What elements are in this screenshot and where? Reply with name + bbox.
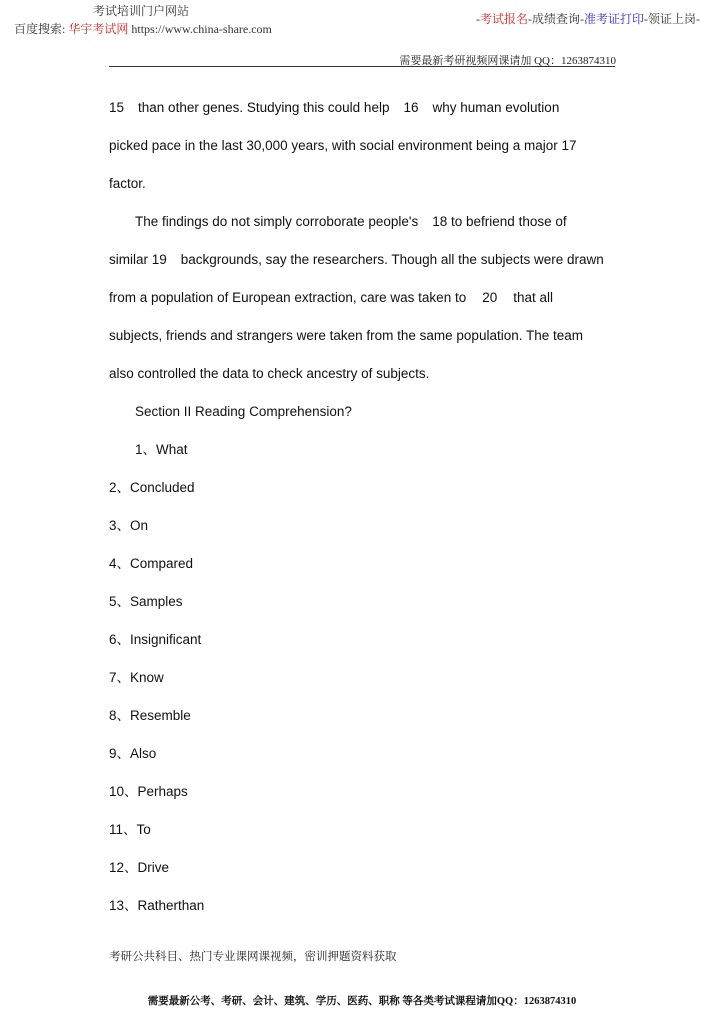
header-site-name: 考试培训门户网站 bbox=[93, 4, 190, 18]
header-divider bbox=[109, 66, 615, 67]
text-run: 18 to befriend those of bbox=[432, 214, 567, 229]
answer-item: 4、Compared bbox=[109, 556, 194, 571]
answer-item: 9、Also bbox=[109, 746, 157, 761]
header-notice: 需要最新考研视频网课请加 QQ：1263874310 bbox=[399, 55, 616, 67]
header-search-line bbox=[14, 20, 272, 37]
answer-item: 1、What bbox=[135, 442, 188, 457]
answer-item: 5、Samples bbox=[109, 594, 183, 609]
text-run: than other genes. Studying this could help bbox=[138, 100, 390, 115]
text-run: why human evolution bbox=[432, 100, 560, 115]
answer-item: 8、Resemble bbox=[109, 708, 191, 723]
paragraph-line bbox=[109, 96, 615, 134]
answer-item: 3、On bbox=[109, 518, 149, 533]
answer-item: 12、Drive bbox=[109, 860, 170, 875]
answer-item: 7、Know bbox=[109, 670, 164, 685]
certificate-link[interactable]: 领证上岗 bbox=[647, 12, 696, 26]
admission-link[interactable]: 准考证打印 bbox=[583, 12, 644, 26]
answer-item: 10、Perhaps bbox=[109, 784, 188, 799]
answer-item: 6、Insignificant bbox=[109, 632, 202, 647]
paragraph-line: subjects, friends and strangers were taken from the same population. The team bbox=[109, 328, 584, 343]
site-url-link[interactable]: https://www.china-share.com bbox=[131, 22, 272, 36]
footer-note: 考研公共科目、热门专业课网课视频，密训押题资料获取 bbox=[109, 951, 397, 963]
answer-item: 11、To bbox=[109, 822, 151, 837]
link-separator: - bbox=[579, 12, 584, 26]
header-links bbox=[476, 10, 700, 27]
answer-item: 2、Concluded bbox=[109, 480, 195, 495]
link-separator: - bbox=[527, 12, 532, 26]
blank-number: 15 bbox=[109, 100, 125, 115]
paragraph-line bbox=[109, 210, 615, 248]
search-label: 百度搜索: bbox=[14, 22, 66, 36]
paragraph-line: picked pace in the last 30,000 years, with social environment being a major 17 bbox=[109, 138, 577, 153]
text-run: The findings do not simply corroborate people's bbox=[135, 214, 419, 229]
paragraph-line bbox=[109, 248, 615, 286]
footer-contact: 需要最新公考、考研、会计、建筑、学历、医药、职称 等各类考试课程请加QQ：1263874310 bbox=[147, 996, 577, 1007]
blank-number: 20 bbox=[482, 290, 498, 305]
scores-link[interactable]: 成绩查询 bbox=[531, 12, 580, 26]
paragraph-line: factor. bbox=[109, 176, 146, 191]
blank-number: 16 bbox=[403, 100, 419, 115]
answer-item: 13、Ratherthan bbox=[109, 898, 205, 913]
link-separator: - bbox=[475, 12, 480, 26]
document-body bbox=[109, 96, 615, 932]
text-run: from a population of European extraction, care was taken to bbox=[109, 290, 467, 305]
register-link[interactable]: 考试报名 bbox=[479, 12, 528, 26]
brand-name: 华宇考试网 bbox=[68, 22, 129, 36]
section-title: Section II Reading Comprehension? bbox=[135, 404, 352, 419]
link-separator: - bbox=[643, 12, 648, 26]
link-separator: - bbox=[696, 12, 700, 26]
text-run: backgrounds, say the researchers. Though all the subjects were drawn bbox=[180, 252, 604, 267]
paragraph-line bbox=[109, 286, 615, 324]
text-run: similar 19 bbox=[109, 252, 167, 267]
paragraph-line: also controlled the data to check ancestry of subjects. bbox=[109, 366, 430, 381]
text-run: that all bbox=[513, 290, 554, 305]
